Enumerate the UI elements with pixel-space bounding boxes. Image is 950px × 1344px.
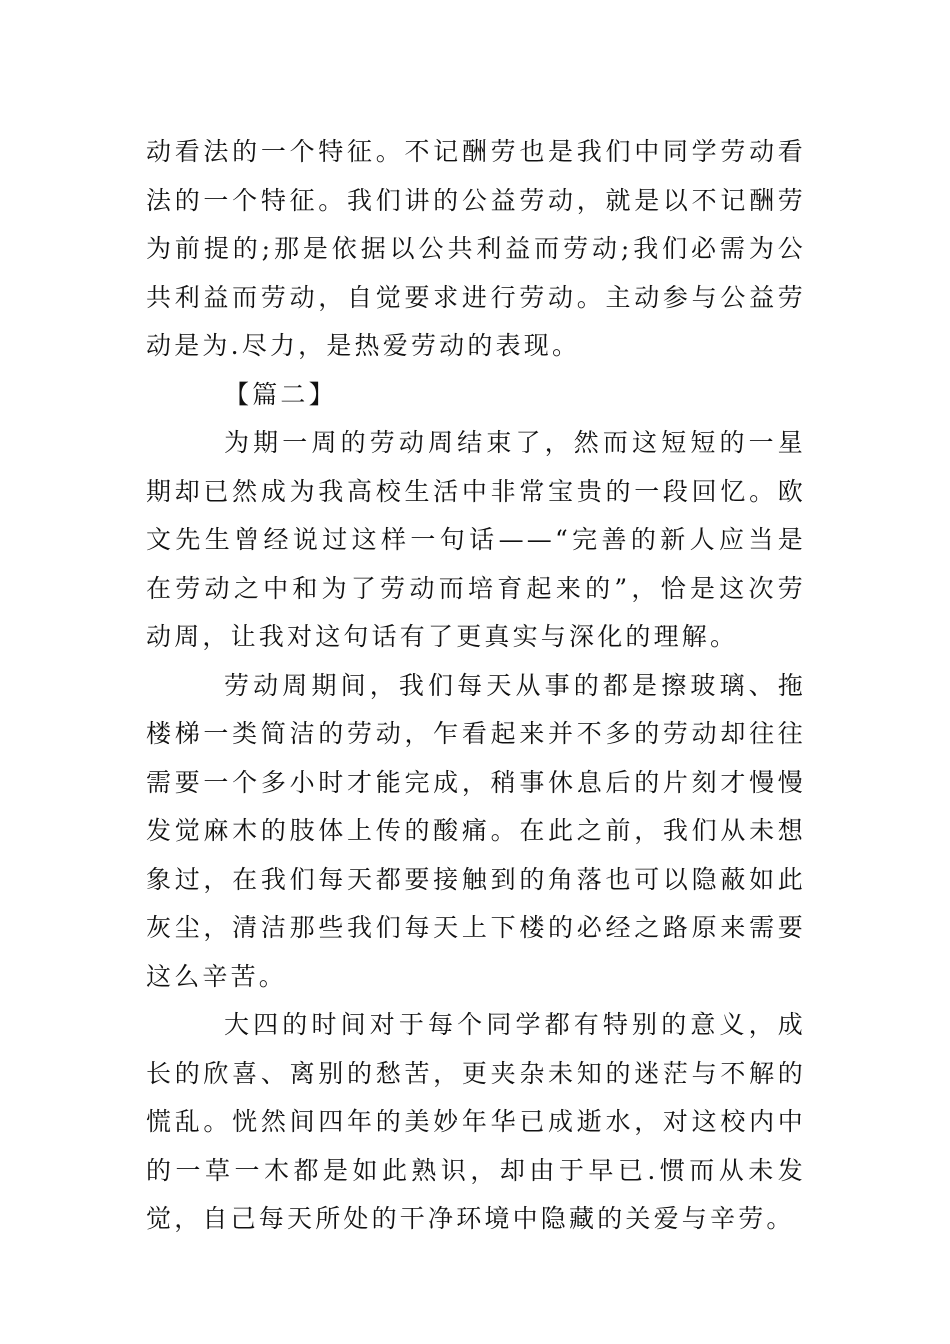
section-heading: 【篇二】 (224, 379, 337, 409)
paragraph-senior-year: 大四的时间对于每个同学都有特别的意义，成长的欣喜、离别的愁苦，更夹杂未知的迷茫与不解的慌乱。恍然间四年的美妙年华已成逝水，对这校内中的一草一木都是如此熟识，却由于早已.惯而从未发觉，自己每天所处的干净环境中隐藏的关爱与辛劳。 (146, 1010, 806, 1233)
paragraph-labor-week: 为期一周的劳动周结束了，然而这短短的一星期却已然成为我高校生活中非常宝贵的一段回忆。欧文先生曾经说过这样一句话——“完善的新人应当是在劳动之中和为了劳动而培育起来的”，恰是这次劳动周，让我对这句话有了更真实与深化的理解。 (146, 428, 806, 651)
paragraph-continuation: 动看法的一个特征。不记酬劳也是我们中同学劳动看法的一个特征。我们讲的公益劳动，就是以不记酬劳为前提的;那是依据以公共利益而劳动;我们必需为公共利益而劳动，自觉要求进行劳动。主动参与公益劳动是为.尽力，是热爱劳动的表现。 (146, 137, 806, 360)
paragraph-cleaning-work: 劳动周期间，我们每天从事的都是擦玻璃、拖楼梯一类简洁的劳动，乍看起来并不多的劳动却往往需要一个多小时才能完成，稍事休息后的片刻才慢慢发觉麻木的肢体上传的酸痛。在此之前，我们从未想象过，在我们每天都要接触到的角落也可以隐蔽如此灰尘，清洁那些我们每天上下楼的必经之路原来需要这么辛苦。 (146, 670, 806, 991)
document-body (146, 128, 806, 1244)
